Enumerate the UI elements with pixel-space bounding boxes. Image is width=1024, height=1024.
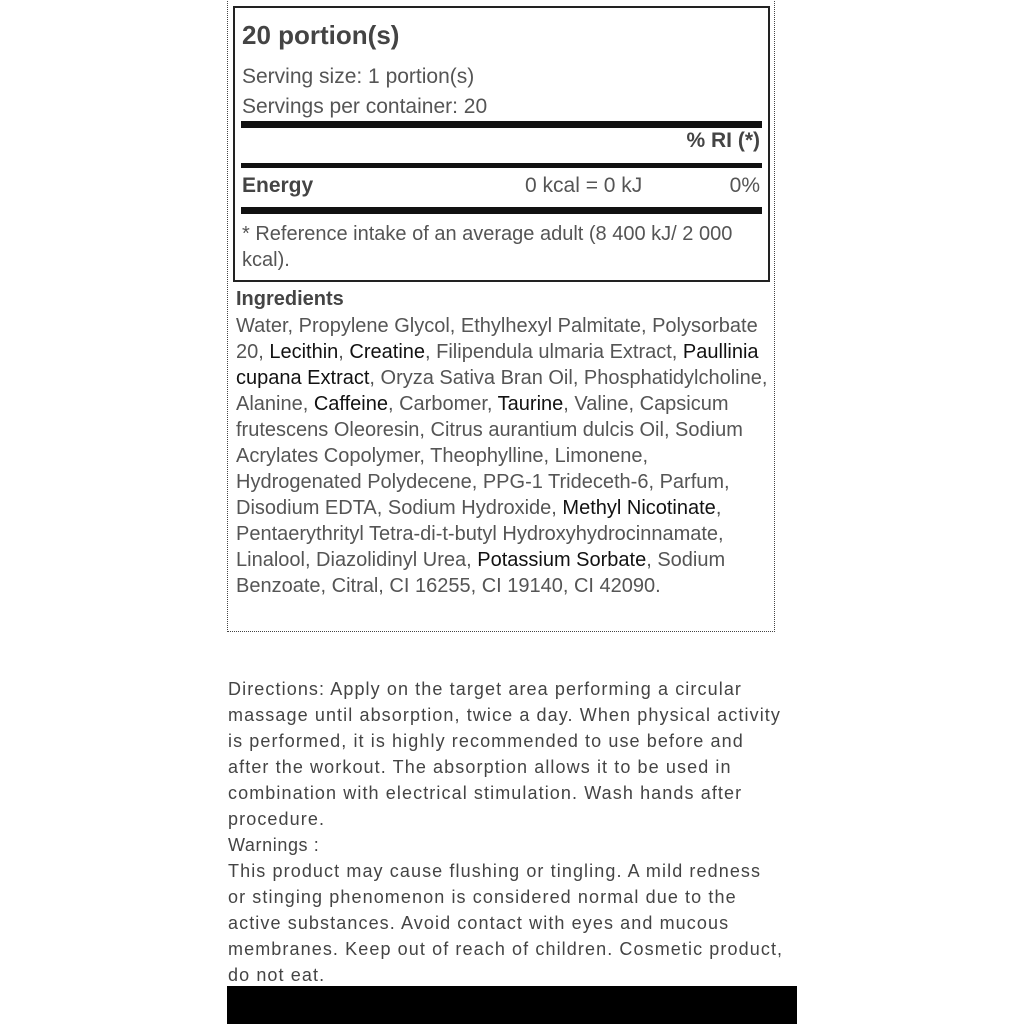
divider-header — [241, 163, 762, 168]
ingredient-highlight: Lecithin — [269, 341, 339, 363]
ingredient-text: , Oryza Sativa Bran Oil, Phosphatidylcholine, Alanine, — [236, 367, 768, 415]
ingredient-text: , Pentaerythrityl Tetra-di-t-butyl Hydroxyhydrocinnamate, Linalool, Diazolidinyl Urea, — [236, 497, 724, 571]
warnings-text: This product may cause flushing or tingling. A mild redness or stinging phenomenon is considered normal due to the active substances. Avoid contact with eyes and mucous membranes. Keep out of reach of children. Cosmetic product, do not eat. — [228, 861, 784, 985]
ingredients-list — [236, 313, 771, 599]
portions-title: 20 portion(s) — [242, 20, 400, 50]
energy-value: 0 kcal = 0 kJ — [525, 174, 643, 197]
thick-divider-top — [241, 121, 762, 128]
ingredient-highlight: Taurine — [497, 393, 564, 415]
ingredient-text: , Filipendula ulmaria Extract, — [425, 341, 683, 363]
warnings-label: Warnings : — [228, 835, 320, 855]
directions-text: Directions: Apply on the target area performing a circular massage until absorption, twice a day. When physical activity is performed, it is highly recommended to use before and after the workout. The absorption allows it to be used in combination with electrical stimulation. Wash hands after procedure. — [228, 679, 781, 829]
ingredients-heading: Ingredients — [236, 288, 344, 310]
ingredient-text: Water, Propylene Glycol, Ethylhexyl Palmitate, Polysorbate 20, — [236, 315, 758, 363]
energy-percent: 0% — [729, 174, 760, 197]
footer-bar — [227, 986, 797, 1024]
ingredient-highlight: Methyl Nicotinate — [562, 497, 716, 519]
serving-size: Serving size: 1 portion(s) — [242, 65, 475, 88]
ingredient-text: , Valine, Capsicum frutescens Oleoresin, Citrus aurantium dulcis Oil, Sodium Acrylates Copolymer, Theophylline, Limonene, Hydrogenated Polydecene, PPG-1 Trideceth-6, Parfum, Disodium EDTA, Sodium Hydroxide, — [236, 393, 743, 519]
thick-divider-bottom — [241, 207, 762, 214]
ingredient-highlight: Creatine — [349, 341, 426, 363]
ingredient-highlight: Potassium Sorbate — [477, 549, 647, 571]
ingredient-text: , Carbomer, — [387, 393, 498, 415]
ri-header: % RI (*) — [686, 129, 760, 152]
ingredient-highlight: Caffeine — [313, 393, 388, 415]
nutrition-facts-box — [233, 6, 770, 282]
energy-label: Energy — [242, 174, 314, 197]
reference-intake-footnote: * Reference intake of an average adult (8 400 kJ/ 2 000 kcal). — [242, 223, 733, 271]
ingredient-text: , — [338, 341, 350, 363]
servings-per-container: Servings per container: 20 — [242, 95, 488, 118]
ingredient-highlight: Paullinia cupana Extract — [236, 341, 759, 389]
ingredient-text: , Sodium Benzoate, Citral, CI 16255, CI 19140, CI 42090. — [236, 549, 726, 597]
directions-section — [228, 676, 784, 988]
